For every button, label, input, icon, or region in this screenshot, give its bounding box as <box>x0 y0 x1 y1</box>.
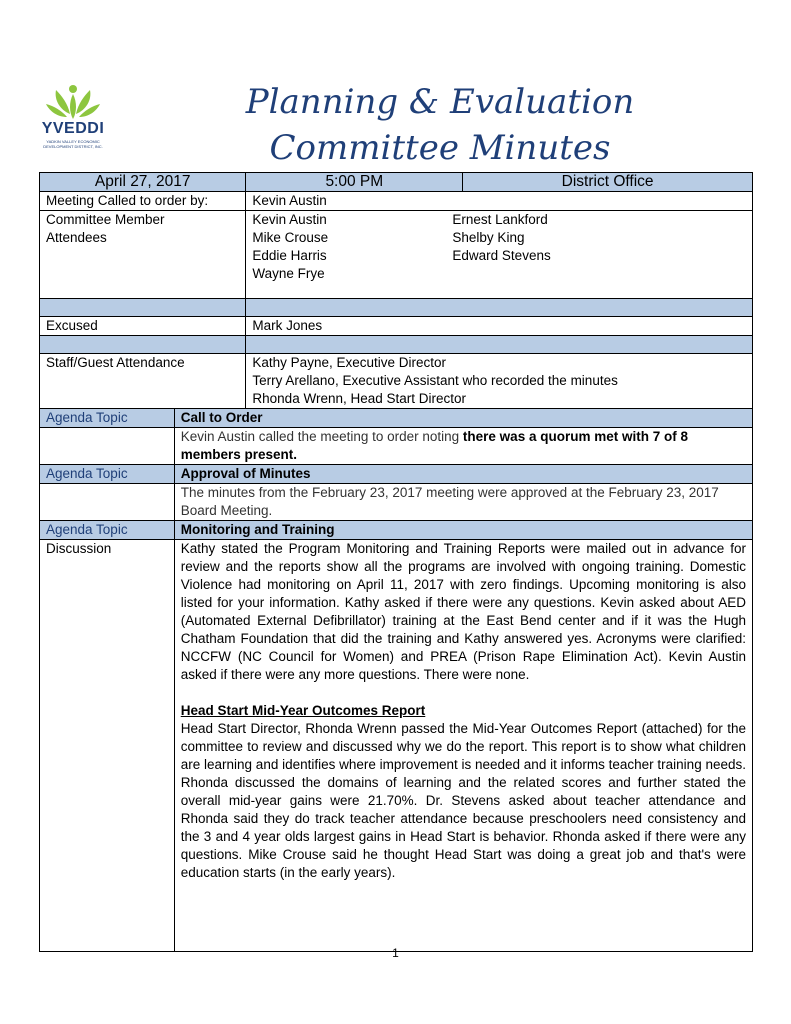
attendee-name: Ernest Lankford <box>452 212 548 227</box>
discussion-content <box>174 540 752 952</box>
called-to-order-by: Kevin Austin <box>246 192 753 211</box>
attendees-label-line-2: Attendees <box>46 230 107 245</box>
staff-guest-row <box>40 354 753 409</box>
page-number: 1 <box>392 946 399 960</box>
agenda-content: Kevin Austin called the meeting to order noting there was a quorum met with 7 of 8 members present. <box>174 428 752 465</box>
staff-member: Terry Arellano, Executive Assistant who recorded the minutes <box>252 373 618 388</box>
attendees-row <box>40 211 753 299</box>
spacer-row <box>40 299 753 317</box>
attendees-label <box>40 211 246 299</box>
yveddi-logo <box>38 84 108 164</box>
meeting-time: 5:00 PM <box>246 173 463 192</box>
agenda-topic-label: Agenda Topic <box>40 521 175 540</box>
leaf-figure-icon <box>38 84 108 120</box>
section-subheading: Head Start Mid-Year Outcomes Report <box>180 703 426 718</box>
spacer-row <box>40 336 753 354</box>
attendees-column-2 <box>452 211 652 283</box>
discussion-label: Discussion <box>40 540 175 952</box>
staff-member: Kathy Payne, Executive Director <box>252 355 446 370</box>
agenda-topic-row <box>40 465 753 484</box>
logo-wordmark: YVEDDI <box>41 120 105 137</box>
attendee-name: Wayne Frye <box>252 266 325 281</box>
discussion-paragraph: Head Start Director, Rhonda Wrenn passed the Mid-Year Outcomes Report (attached) for the committee to review and discussed why we do the report. This report is to show what children are learning and identifies where improvement is needed and it informs teacher training needs. Rhonda discussed the domains of learning and the related scores and further stated the overall mid-year gains were 21.70%. Dr. Stevens asked about teacher attendance and Rhonda said they do track teacher attendance because preschoolers need consistency and the 3 and 4 year olds largest gains in Head Start is behavior. Rhonda asked if there were any questions. Mike Crouse said he thought Head Start was doing a great job and that's were education starts (in the early years). <box>180 721 746 880</box>
attendee-name: Kevin Austin <box>252 212 327 227</box>
excused-row <box>40 317 753 336</box>
staff-guest-list <box>246 354 753 409</box>
agenda-topic-label: Agenda Topic <box>40 409 175 428</box>
attendee-name: Shelby King <box>452 230 525 245</box>
attendees-column-1 <box>252 211 452 283</box>
excused-name: Mark Jones <box>246 317 753 336</box>
meeting-date: April 27, 2017 <box>40 173 246 192</box>
agenda-topic-row <box>40 409 753 428</box>
agenda-topic-name: Approval of Minutes <box>174 465 752 484</box>
logo-subtitle: YADKIN VALLEY ECONOMIC DEVELOPMENT DISTRICT, INC. <box>43 139 103 149</box>
attendees-list <box>246 211 753 299</box>
quorum-statement: there was a quorum met with 7 of 8 members present. <box>180 429 688 462</box>
page-title-line-2: Committee Minutes <box>269 128 611 168</box>
staff-guest-label: Staff/Guest Attendance <box>40 354 246 409</box>
attendee-name: Eddie Harris <box>252 248 327 263</box>
agenda-topic-name: Call to Order <box>174 409 752 428</box>
agenda-content-row <box>40 484 753 521</box>
agenda-topic-label: Agenda Topic <box>40 465 175 484</box>
called-to-order-label: Meeting Called to order by: <box>40 192 246 211</box>
staff-member: Rhonda Wrenn, Head Start Director <box>252 391 467 406</box>
attendee-name: Mike Crouse <box>252 230 329 245</box>
agenda-content: The minutes from the February 23, 2017 meeting were approved at the February 23, 2017 Board Meeting. <box>174 484 752 521</box>
attendee-name: Edward Stevens <box>452 248 551 263</box>
discussion-row <box>40 540 753 952</box>
called-to-order-row <box>40 192 753 211</box>
minutes-table <box>39 172 753 952</box>
page-title-line-1: Planning & Evaluation <box>245 82 635 122</box>
meeting-location: District Office <box>463 173 753 192</box>
agenda-topic-row <box>40 521 753 540</box>
excused-label: Excused <box>40 317 246 336</box>
attendees-label-line-1: Committee Member <box>46 212 165 227</box>
agenda-content-row <box>40 428 753 465</box>
meeting-header-row <box>40 173 753 192</box>
discussion-paragraph: Kathy stated the Program Monitoring and Training Reports were mailed out in advance for review and the reports show all the programs are involved with ongoing training. Domestic Violence had monitoring on April 11, 2017 with zero findings. Upcoming monitoring is also listed for your information. Kathy asked if there were any questions. Kevin asked about AED (Automated External Defibrillator) training at the East Bend center and if it was the Hugh Chatham Foundation that did the training and Kathy answered yes. Acronyms were clarified: NCCFW (NC Council for Women) and PREA (Prison Rape Elimination Act). Kevin Austin asked if there were any more questions. There were none. <box>180 541 746 682</box>
agenda-topic-name: Monitoring and Training <box>174 521 752 540</box>
